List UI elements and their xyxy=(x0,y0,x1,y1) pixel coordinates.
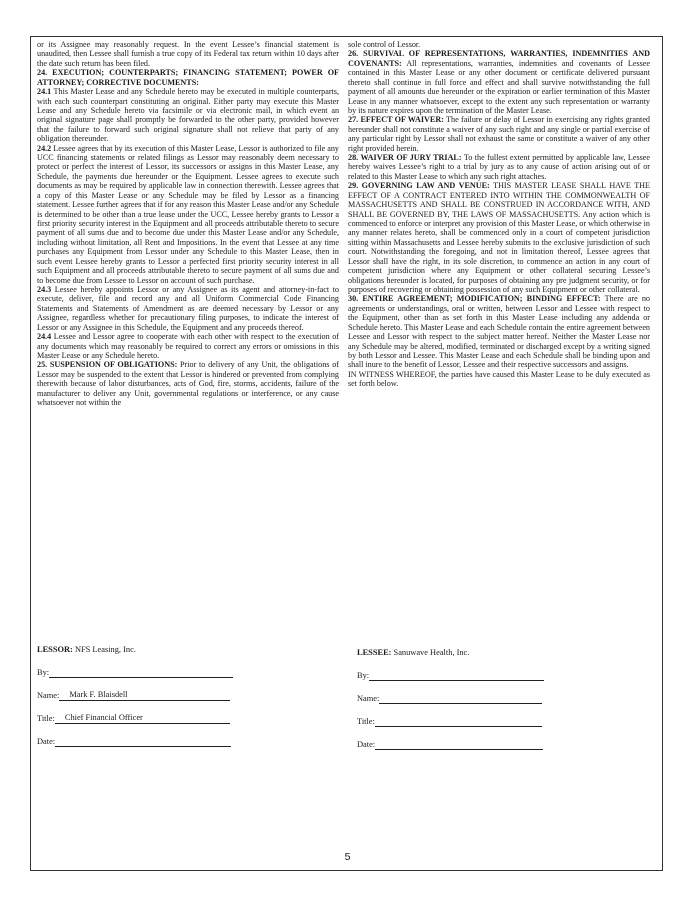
section-24-4 xyxy=(37,332,339,360)
lessee-label: LESSEE: xyxy=(357,648,392,657)
right-column xyxy=(348,40,650,389)
lessee-heading xyxy=(357,648,469,658)
section-text: Lessee hereby appoints Lessor or any Assignee as its agent and attorney-in-fact to execute, deliver, file and record any and all Uniform Commercial Code Financing Statements and Statements of Amendment as are deemed necessary by Lessor or any Assignee, regardless whether for precautionary filing purposes, to indicate the interest of Lessor or any Assignee in this Schedule, the Equipment and any proceeds thereof. xyxy=(37,284,339,332)
section-28-heading: 28. WAIVER OF JURY TRIAL: xyxy=(348,153,462,163)
section-30-heading: 30. ENTIRE AGREEMENT; MODIFICATION; BINDING EFFECT: xyxy=(348,294,601,304)
lessee-date-line[interactable] xyxy=(375,740,543,750)
lessee-date-row xyxy=(357,740,543,750)
lessor-label: LESSOR: xyxy=(37,645,73,654)
section-text: This Master Lease and any Schedule hereto may be executed in multiple counterparts, with each such counterpart constituting an original. Either party may execute this Master Lease and any Schedule hereto via facsimile or via electronic mail, in which event an original signature page shall promptly be forwarded to the other party, provided however that the failure to forward such original signature shall not relieve that party of any obligation thereunder. xyxy=(37,87,339,144)
section-text: Lessee and Lessor agree to cooperate with each other with respect to the execution of any documents which may reasonably be required to correct any errors or omissions in this Master Lease or any Schedule hereto. xyxy=(37,332,339,360)
section-text: The failure or delay of Lessor in exercising any rights granted hereunder shall not constitute a waiver of any such right and any single or partial exercise of any particular right by Lessor shall not exhaust the same or constitute a waiver of any other right provided herein. xyxy=(348,115,650,153)
section-text: Prior to delivery of any Unit, the obligations of Lessor may be suspended to the extent that Lessor is hindered or prevented from complying therewith because of labor disturbances, acts of God, fire, storms, accidents, failure of the manufacturer to deliver any Unit, governmental regulations or interference, or any cause whatsoever not within the xyxy=(37,360,339,408)
section-number: 24.1 xyxy=(37,87,52,97)
lessor-title-value: Chief Financial Officer xyxy=(64,713,143,722)
section-text: THIS MASTER LEASE SHALL HAVE THE EFFECT OF A CONTRACT ENTERED INTO WITHIN THE COMMONWEALTH OF MASSACHUSETTS AND SHALL BE CONSTRUED IN ACCORDANCE WITH, AND SHALL BE GOVERNED BY, THE LAWS OF MASSACHUSETTS. Any action which is commenced to enforce or interpret any provision of this Master Lease, or which otherwise in any manner relates hereto, shall be commenced only in a court of competent jurisdiction sitting within Massachusetts and Lessee hereby submits to the exclusive jurisdiction of such court. Notwithstanding the foregoing, and not in limitation thereof, Lessee agrees that Lessor shall have the right, in its sole discretion, to commence an action in any court of competent jurisdiction where any Equipment or other collateral securing Lessee’s obligations hereunder is located, for purposes of obtaining any pre judgment security, or for purposes of recovering or obtaining possession of any such Equipment or other collateral. xyxy=(348,181,650,294)
section-25-heading: 25. SUSPENSION OF OBLIGATIONS: xyxy=(37,360,178,370)
continued-paragraph: sole control of Lessor. xyxy=(348,40,421,49)
lessor-name-row xyxy=(37,691,230,701)
lessor-title-label: Title: xyxy=(37,714,55,723)
continued-paragraph: or its Assignee may reasonably request. In the event Lessee’s financial statement is unaudited, then Lessee shall furnish a true copy of its Federal tax return within 10 days after the date such return has been filed. xyxy=(37,40,339,68)
section-25 xyxy=(37,360,339,407)
page-number: 5 xyxy=(344,851,351,863)
lessee-by-label: By: xyxy=(357,671,370,680)
lessor-date-row xyxy=(37,737,231,747)
section-text: To the fullest extent permitted by applicable law, Lessee hereby waives Lessee’s right to a trial by jury as to any cause of action arising out of or related to this Master Lease to which any such right attaches. xyxy=(348,153,650,181)
section-24-2 xyxy=(37,144,339,285)
lessee-title-row xyxy=(357,717,542,727)
lessor-date-line[interactable] xyxy=(55,737,231,747)
lessor-name-line[interactable] xyxy=(59,691,230,701)
lessor-heading xyxy=(37,645,136,655)
section-27 xyxy=(348,115,650,153)
lessee-name-row xyxy=(357,694,542,704)
section-number: 24.3 xyxy=(37,284,52,294)
lessor-by-label: By: xyxy=(37,668,50,677)
section-29-heading: 29. GOVERNING LAW AND VENUE: xyxy=(348,181,490,191)
section-text: There are no agreements or understandings, oral or written, between Lessor and Lessee with respect to the Equipment, other than as set forth in this Master Lease including any addenda or Schedule hereto. This Master Lease and each Schedule contain the entire agreement between Lessee and Lessor with respect to the subject matter hereof. Neither the Master Lease nor any Schedule may be altered, modified, terminated or discharged except by a writing signed by both Lessor and Lessee. This Master Lease and each Schedule shall be binding upon and shall inure to the benefit of Lessor, Lessee and their respective successors and assigns. xyxy=(348,294,650,370)
lessee-name-label: Name: xyxy=(357,694,380,703)
lessor-signature-line[interactable] xyxy=(49,668,233,678)
lessor-name-value: Mark F. Blaisdell xyxy=(69,690,128,699)
section-number: 24.2 xyxy=(37,143,52,153)
section-text: All representations, warranties, indemnities and covenants of Lessee contained in this Master Lease or any other document or certificate delivered pursuant thereto shall continue in full force and effect and shall survive notwithstanding the full payment of all amounts due hereunder or the expiration or earlier termination of this Master Lease in any manner whatsoever, except to the extent any such representation or warranty by its nature expires upon the termination of the Master Lease. xyxy=(348,58,650,115)
section-24-1 xyxy=(37,87,339,144)
section-number: 24.4 xyxy=(37,332,52,342)
section-text: Lessee agrees that by its execution of this Master Lease, Lessor is authorized to file any UCC financing statements or related filings as Lessor may reasonably deem necessary to protect or perfect the interest of Lessor, its successors or assigns in this Master Lease, any Schedule, the payments due hereunder or the Equipment. Lessee agrees to execute such documents as may be required by applicable law in connection therewith. Lessee agrees that a copy of this Master Lease or any Schedule may be filed by Lessor as a financing statement. Lessee further agrees that if for any reason this Master Lease and/or any Schedule is determined to be other than a true lease under the UCC, Lessee hereby grants to Lessor a first priority security interest in the Equipment and all proceeds attributable thereto to secure payment of all sums due and to become due under this Master Lease and/or any Schedule, including without limitation, all Rent and Impositions. In the event that Lessee at any time purchases any Equipment from Lessor under any Schedule to this Master Lease, then in such event Lessee hereby grants to Lessor a perfected first priority security interest in all such Equipment and all proceeds attributable thereto to secure payment of all sums due and to become due from Lessee to Lessor on account of such purchase. xyxy=(37,143,339,285)
section-27-heading: 27. EFFECT OF WAIVER: xyxy=(348,115,444,125)
lessor-company: NFS Leasing, Inc. xyxy=(72,645,136,654)
lessee-title-label: Title: xyxy=(357,717,375,726)
lessee-name-line[interactable] xyxy=(379,694,542,704)
lessee-signature-line[interactable] xyxy=(369,671,544,681)
lessor-title-line[interactable] xyxy=(55,714,230,724)
left-column xyxy=(37,40,339,407)
section-26-heading: 26. SURVIVAL OF REPRESENTATIONS, WARRANTIES, INDEMNITIES AND COVENANTS: xyxy=(348,49,650,68)
lessor-date-label: Date: xyxy=(37,737,56,746)
section-30 xyxy=(348,294,650,369)
lessee-title-line[interactable] xyxy=(375,717,542,727)
lessee-date-label: Date: xyxy=(357,740,376,749)
section-29 xyxy=(348,181,650,294)
lessor-name-label: Name: xyxy=(37,691,60,700)
section-24-heading: 24. EXECUTION; COUNTERPARTS; FINANCING STATEMENT; POWER OF ATTORNEY; CORRECTIVE DOCUMENTS: xyxy=(37,68,339,87)
lessor-title-row xyxy=(37,714,230,724)
section-24-3 xyxy=(37,285,339,332)
lessor-by-row xyxy=(37,668,233,678)
witness-clause: IN WITNESS WHEREOF, the parties have caused this Master Lease to be duly executed as set forth below. xyxy=(348,369,650,389)
lessee-company: Sanuwave Health, Inc. xyxy=(391,648,470,657)
lessee-by-row xyxy=(357,671,544,681)
section-28 xyxy=(348,153,650,181)
section-26 xyxy=(348,49,650,115)
